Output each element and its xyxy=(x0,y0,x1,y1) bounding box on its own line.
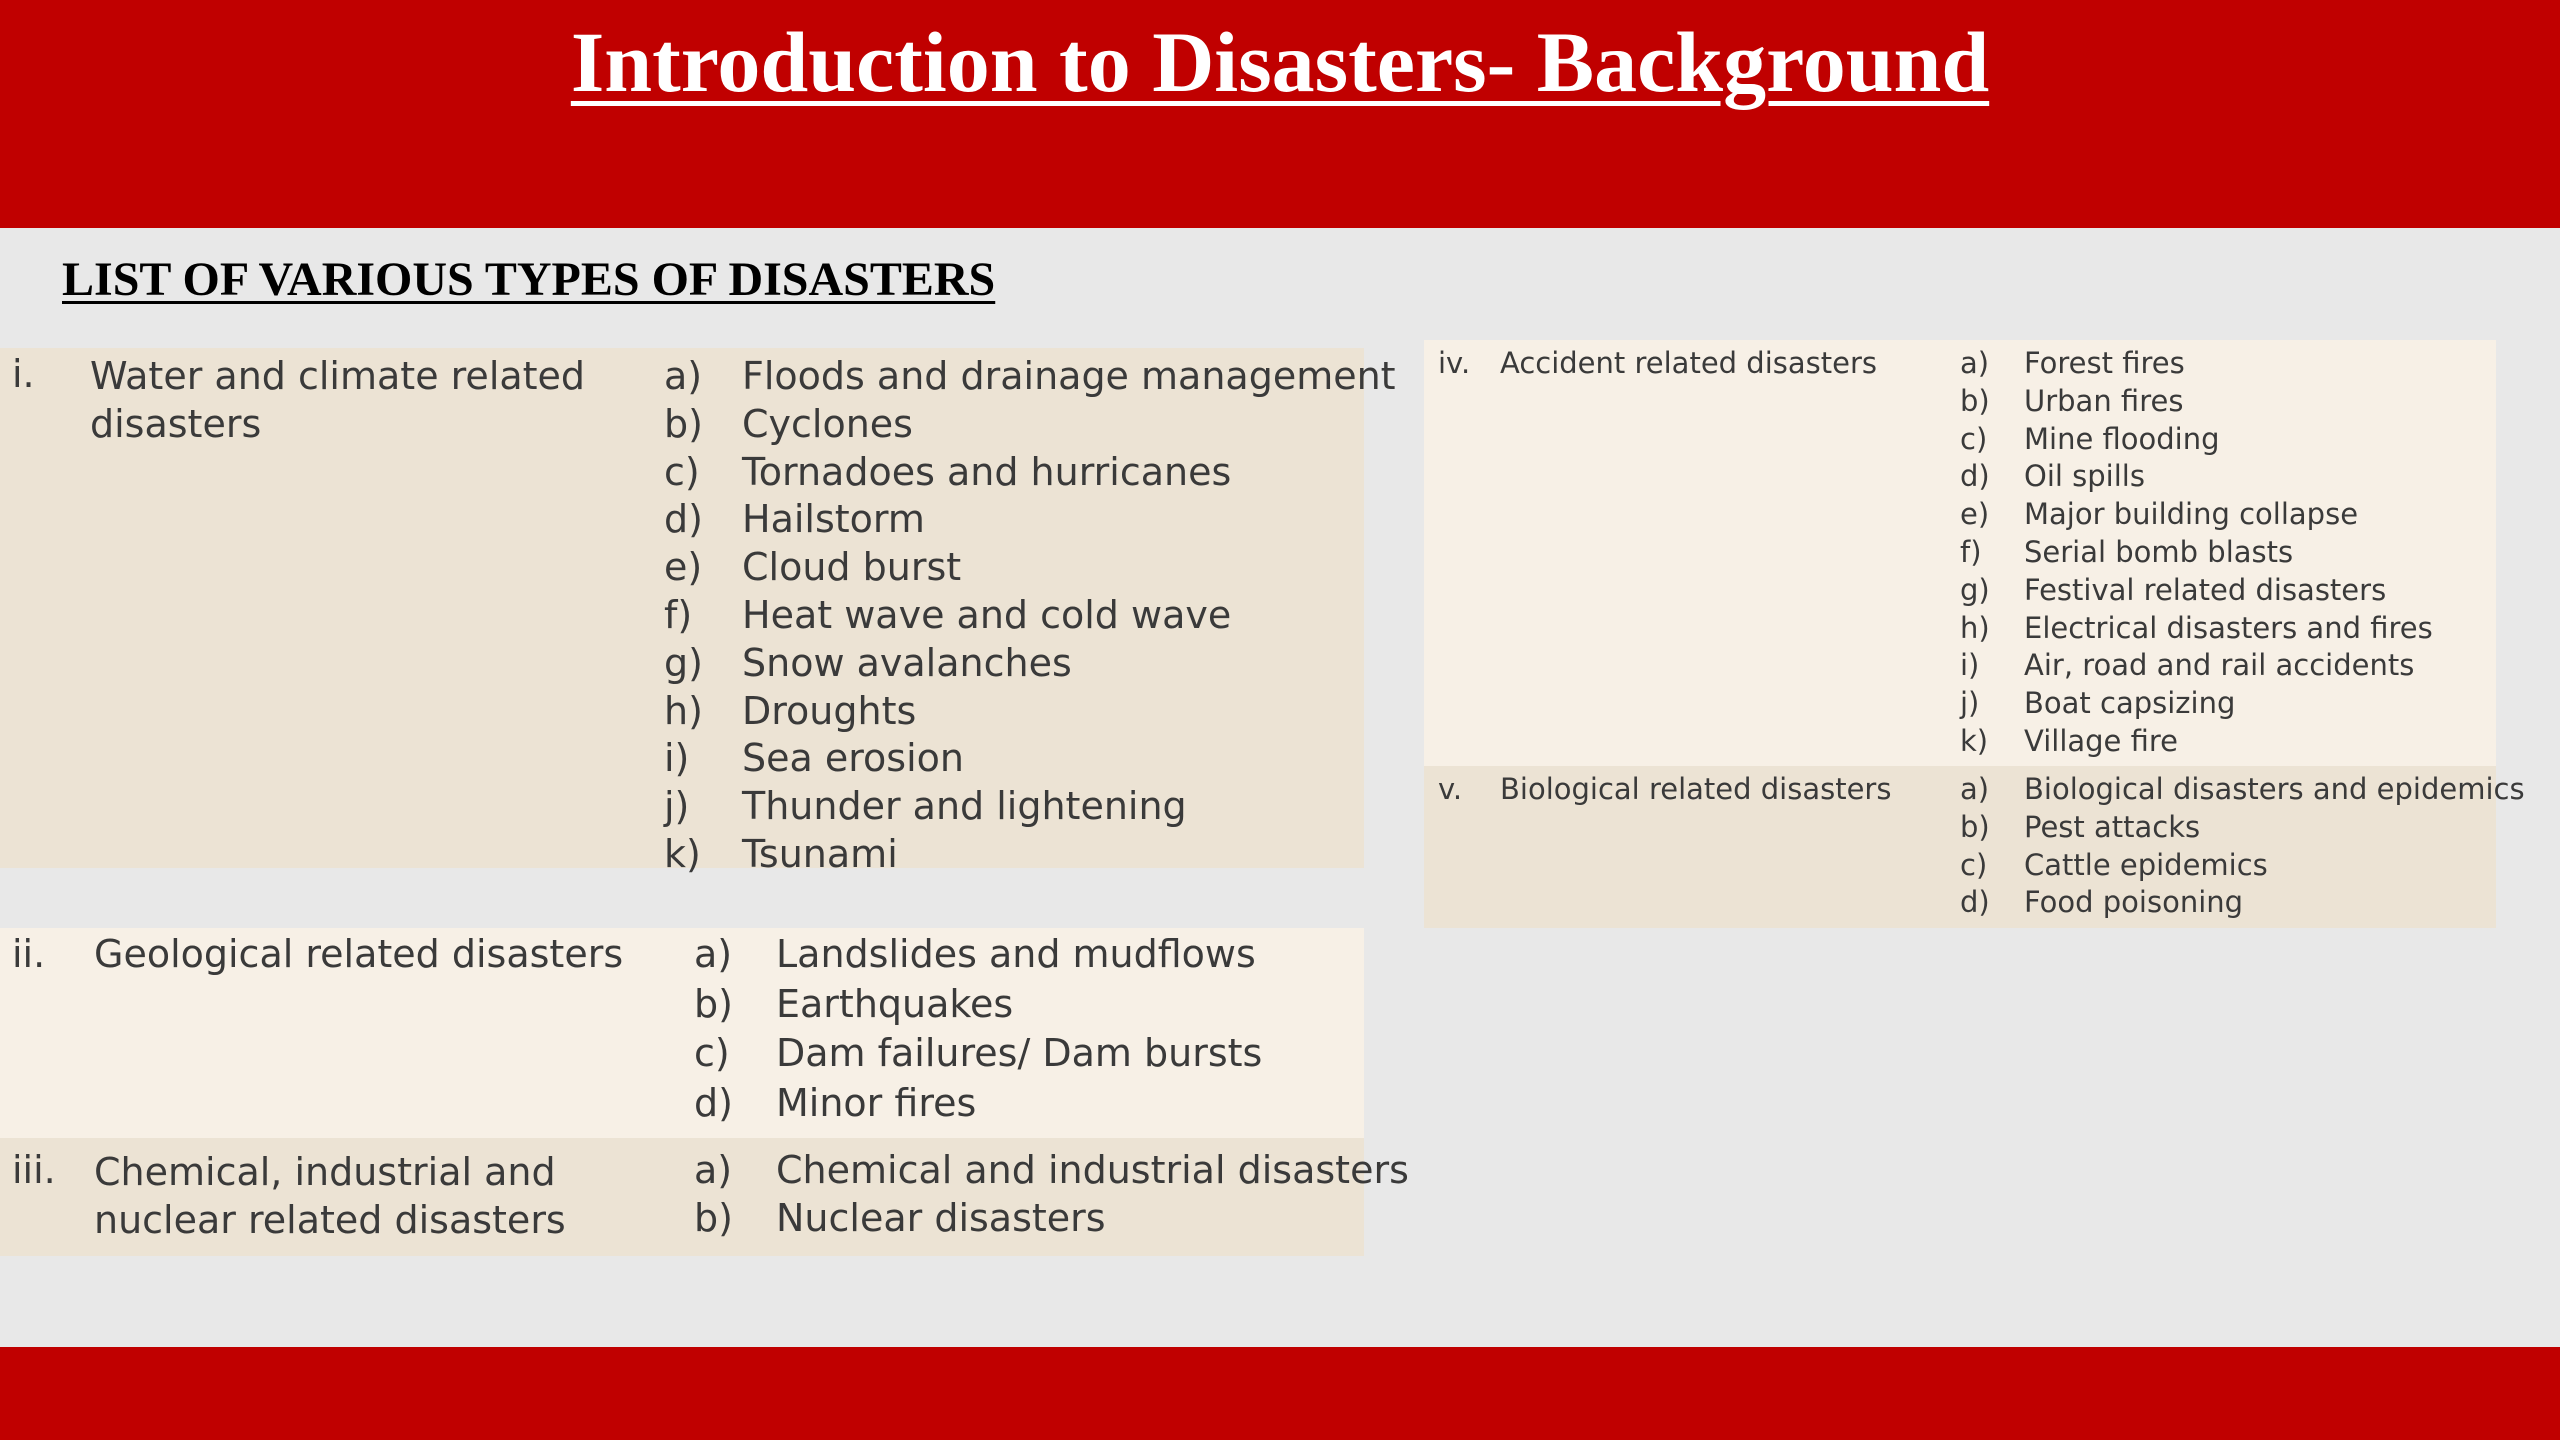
item-text: Dam failures/ Dam bursts xyxy=(776,1031,1263,1075)
item-letter: k) xyxy=(664,832,701,876)
item-letter: a) xyxy=(664,354,703,398)
item-text: Thunder and lightening xyxy=(742,784,1187,829)
item-letter: c) xyxy=(664,449,700,494)
item-text: Mine flooding xyxy=(2024,421,2220,456)
item-letter: a) xyxy=(694,932,733,976)
item-text: Minor fires xyxy=(776,1080,977,1125)
item-text: Cloud burst xyxy=(742,545,962,590)
bottom-banner xyxy=(0,1347,2560,1440)
item-letter: d) xyxy=(694,1080,733,1125)
item-letter: d) xyxy=(1960,459,1990,494)
item-letter: h) xyxy=(664,688,703,733)
item-letter: j) xyxy=(1960,686,1980,721)
item-letter: c) xyxy=(1960,847,1988,882)
category-number: v. xyxy=(1438,772,1463,806)
item-letter: a) xyxy=(1960,772,1990,806)
category-panel-accident xyxy=(1424,340,2496,766)
item-letter: g) xyxy=(1960,572,1990,607)
item-text: Pest attacks xyxy=(2024,809,2201,844)
category-panel-biological xyxy=(1424,766,2525,928)
category-name: Accident related disasters xyxy=(1500,346,1877,380)
item-text: Snow avalanches xyxy=(742,640,1072,685)
slide-title: Introduction to Disasters- Background xyxy=(570,14,1990,110)
item-text: Urban fires xyxy=(2024,383,2184,418)
item-text: Droughts xyxy=(742,688,917,733)
item-letter: e) xyxy=(664,545,703,590)
category-number: i. xyxy=(12,352,35,396)
item-text: Hailstorm xyxy=(742,497,925,542)
item-text: Floods and drainage management xyxy=(742,354,1396,398)
item-text: Serial bomb blasts xyxy=(2024,535,2294,569)
item-text: Air, road and rail accidents xyxy=(2024,648,2415,683)
item-text: Festival related disasters xyxy=(2024,572,2387,607)
item-text: Major building collapse xyxy=(2024,497,2359,532)
item-text: Biological disasters and epidemics xyxy=(2024,772,2525,806)
section-heading: LIST OF VARIOUS TYPES OF DISASTERS xyxy=(62,253,996,306)
item-text: Tornadoes and hurricanes xyxy=(742,449,1232,494)
item-letter: a) xyxy=(694,1148,733,1192)
item-text: Food poisoning xyxy=(2024,885,2244,920)
item-letter: b) xyxy=(664,401,703,446)
category-name: Geological related disasters xyxy=(94,932,624,976)
item-letter: d) xyxy=(1960,885,1990,920)
category-panel-geological xyxy=(0,928,1364,1138)
item-text: Electrical disasters and fires xyxy=(2024,610,2433,645)
category-number: ii. xyxy=(12,932,46,976)
category-name: Chemical, industrial and nuclear related disasters xyxy=(94,1150,566,1242)
item-letter: b) xyxy=(694,981,733,1026)
item-text: Forest fires xyxy=(2024,346,2185,380)
category-number: iii. xyxy=(12,1148,56,1192)
category-name: Water and climate related disasters xyxy=(90,354,586,446)
item-text: Landslides and mudflows xyxy=(776,932,1256,976)
item-letter: b) xyxy=(1960,809,1990,844)
item-letter: k) xyxy=(1960,724,1989,758)
item-letter: f) xyxy=(1960,535,1982,569)
item-text: Oil spills xyxy=(2024,459,2145,494)
item-letter: c) xyxy=(694,1031,730,1075)
item-letter: j) xyxy=(664,784,690,829)
item-text: Village fire xyxy=(2024,724,2179,758)
item-letter: e) xyxy=(1960,497,1990,532)
item-letter: c) xyxy=(1960,421,1988,456)
category-panel-chemical-industrial-nuclear xyxy=(0,1138,1409,1256)
item-text: Chemical and industrial disasters xyxy=(776,1148,1409,1192)
item-text: Earthquakes xyxy=(776,981,1014,1026)
item-text: Cyclones xyxy=(742,401,913,446)
item-text: Sea erosion xyxy=(742,736,964,781)
item-letter: g) xyxy=(664,640,703,685)
category-number: iv. xyxy=(1438,346,1471,380)
item-letter: b) xyxy=(694,1196,733,1240)
item-letter: h) xyxy=(1960,610,1990,645)
item-letter: f) xyxy=(664,593,693,637)
item-letter: a) xyxy=(1960,346,1990,380)
item-text: Cattle epidemics xyxy=(2024,847,2268,882)
item-letter: i) xyxy=(1960,648,1980,683)
item-letter: i) xyxy=(664,736,690,781)
category-panel-water-climate xyxy=(0,348,1396,876)
item-text: Boat capsizing xyxy=(2024,686,2236,721)
item-letter: d) xyxy=(664,497,703,542)
category-name: Biological related disasters xyxy=(1500,772,1892,806)
item-text: Tsunami xyxy=(742,832,898,876)
item-letter: b) xyxy=(1960,383,1990,418)
item-text: Heat wave and cold wave xyxy=(742,593,1232,637)
item-text: Nuclear disasters xyxy=(776,1196,1106,1240)
